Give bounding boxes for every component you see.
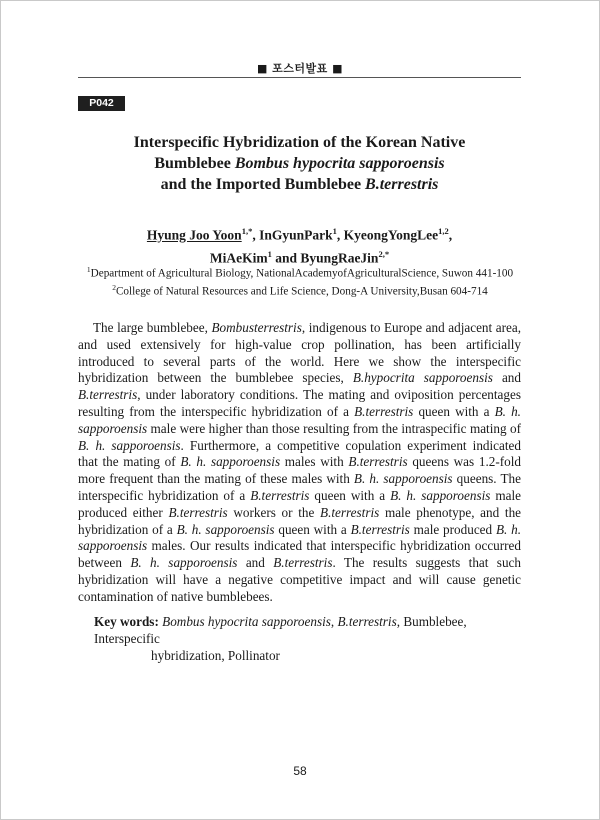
author-affil-mark: 1 <box>332 226 337 236</box>
abstract-text: , under laboratory conditions. The mating and oviposition percentages resulting from the interspecific hybridization of a <box>78 387 521 419</box>
abstract-text: queens. The interspecific hybridization of a <box>78 471 521 503</box>
author-name: KyeongYongLee <box>343 227 439 243</box>
keyword-text: , Bumblebee, Interspecific <box>94 614 467 646</box>
abstract-text: . The results suggests that such hybridization will have a negative competitive impact and will cause genetic contamination of native bumblebees. <box>78 555 521 604</box>
title-line-2-text: Bumblebee <box>154 155 235 172</box>
title-line-1: Interspecific Hybridization of the Korean Native <box>133 134 466 151</box>
abstract-text: and <box>492 370 521 386</box>
title-line-3 <box>78 174 521 195</box>
affiliation-number: 1 <box>86 265 91 274</box>
species-name: B.terrestris <box>250 487 310 503</box>
author-name: MiAeKim <box>209 250 268 265</box>
author-separator: , <box>252 227 260 243</box>
abstract-text: queen with a <box>413 403 495 419</box>
affiliation-text: College of Natural Resources and Life Science, Dong-A University,Busan 604-714 <box>115 285 488 298</box>
keywords-line-1 <box>94 613 524 647</box>
title-species-abbrev: B.terrestris <box>365 176 439 193</box>
species-name: B.terrestris <box>320 504 380 520</box>
author-list <box>78 222 521 267</box>
species-name: B. h. sapporoensis <box>78 403 521 436</box>
author-affil-mark: 2,* <box>378 248 390 259</box>
paper-title <box>78 132 521 195</box>
abstract-text: queen with a <box>309 487 391 503</box>
species-name: B. h. sapporoensis <box>176 521 275 537</box>
affiliation-number: 2 <box>112 282 116 292</box>
affiliation-list <box>60 263 540 298</box>
abstract-text: males with <box>280 454 349 470</box>
species-name: B. h. sapporoensis <box>130 555 238 571</box>
author-separator: , <box>336 227 344 243</box>
author-affil-mark: 1,2 <box>438 226 449 236</box>
abstract-text: males. Our results indicated that interspecific hybridization occurred between <box>78 538 521 571</box>
species-name: B. h. sapporoensis <box>390 487 491 503</box>
keywords-block <box>94 613 524 664</box>
abstract-text: male produced <box>409 521 496 537</box>
author-name: Hyung Joo Yoon <box>146 227 242 243</box>
author-separator: and <box>271 250 301 265</box>
author-line-1 <box>78 222 521 245</box>
abstract-text: queens was 1.2-fold more frequent than the mating of these males with <box>78 454 521 487</box>
page-number: 58 <box>293 764 307 778</box>
abstract-text: male produced either <box>78 487 521 520</box>
keywords-label: Key words: <box>94 614 159 629</box>
species-name: Bombusterrestris <box>211 320 302 335</box>
species-name: B.terrestris <box>78 387 138 403</box>
title-line-3-text: and the Imported Bumblebee <box>160 176 366 193</box>
author-affil-mark: 1 <box>267 248 272 259</box>
species-name: B.terrestris <box>273 555 333 571</box>
species-name: Bombus hypocrita sapporoensis <box>162 614 331 629</box>
species-name: B.terrestris <box>348 454 408 470</box>
section-header: ■ 포스터발표 ■ <box>256 62 344 75</box>
species-name: B. h. sapporoensis <box>78 437 181 453</box>
abstract-text: male were higher than those resulting from the intraspecific mating of <box>147 420 521 436</box>
species-name: B.terrestris <box>354 403 414 419</box>
affiliation-1 <box>60 263 540 281</box>
header-divider <box>78 77 521 78</box>
abstract-text: . Furthermore, a competitive copulation experiment indicated that the mating of <box>78 437 521 470</box>
abstract-paragraph <box>78 320 521 606</box>
abstract-text: The large bumblebee, <box>93 320 212 335</box>
species-name: B. h. sapporoensis <box>78 521 521 554</box>
species-name: B. h. sapporoensis <box>180 454 281 470</box>
species-name: B.terrestris <box>337 614 397 629</box>
affiliation-text: Department of Agricultural Biology, NationalAcademyofAgriculturalScience, Suwon 441-100 <box>90 267 514 280</box>
abstract-text: , indigenous to Europe and adjacent area, and used extensively for high-value crop pollination, has been artificially introduced to several parts of the world. Here we show the interspecific hybridization between the bumblebee species, <box>78 320 521 386</box>
keyword-text: , <box>330 614 338 629</box>
abstract-text: queen with a <box>274 521 351 537</box>
title-line-2 <box>78 153 521 174</box>
abstract-text: workers or the <box>227 504 321 520</box>
species-name: B.hypocrita sapporoensis <box>352 370 493 386</box>
abstract-text: and <box>237 555 274 571</box>
author-separator: , <box>448 227 453 243</box>
poster-id-badge: P042 <box>78 96 125 111</box>
affiliation-2 <box>60 281 540 299</box>
author-name: InGyunPark <box>259 227 333 243</box>
species-name: B.terrestris <box>168 504 228 520</box>
keywords-line-2: hybridization, Pollinator <box>151 648 280 663</box>
title-species-name: Bombus hypocrita sapporoensis <box>234 155 445 172</box>
species-name: B. h. sapporoensis <box>353 471 453 487</box>
author-affil-mark: 1,* <box>241 226 253 236</box>
abstract-text: male phenotype, and the hybridization of a <box>78 504 522 537</box>
species-name: B.terrestris <box>350 521 410 537</box>
author-name: ByungRaeJin <box>300 250 379 265</box>
